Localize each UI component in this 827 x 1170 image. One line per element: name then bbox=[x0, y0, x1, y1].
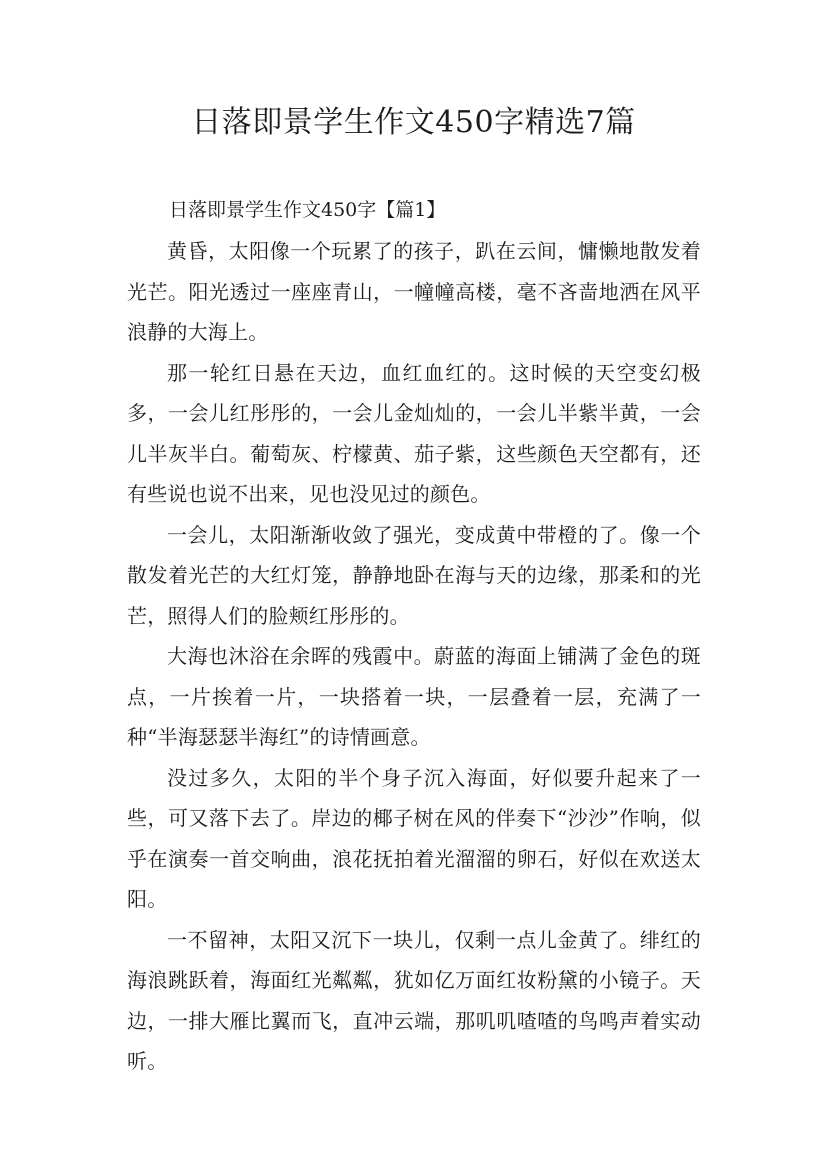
paragraph-4: 大海也沐浴在余晖的残霞中。蔚蓝的海面上铺满了金色的斑点，一片挨着一片，一块搭着一块，一层叠着一层，充满了一种“半海瑟瑟半海红”的诗情画意。 bbox=[127, 644, 701, 749]
paragraph-3: 一会儿，太阳渐渐收敛了强光，变成黄中带橙的了。像一个散发着光芒的大红灯笼，静静地卧在海与天的边缘，那柔和的光芒，照得人们的脸颊红彤彤的。 bbox=[127, 522, 701, 628]
paragraph-1: 黄昏，太阳像一个玩累了的孩子，趴在云间，慵懒地散发着光芒。阳光透过一座座青山，一幢幢高楼，毫不吝啬地洒在风平浪静的大海上。 bbox=[127, 239, 701, 344]
section-heading: 日落即景学生作文450字【篇1】 bbox=[169, 199, 446, 221]
document-title: 日落即景学生作文450字精选7篇 bbox=[191, 105, 636, 140]
document-body bbox=[127, 189, 701, 1082]
paragraph-6: 一不留神，太阳又沉下一块儿，仅剩一点儿金黄了。绯红的海浪跳跃着，海面红光粼粼，犹如亿万面红妆粉黛的小镜子。天边，一排大雁比翼而飞，直冲云端，那叽叽喳喳的鸟鸣声着实动听。 bbox=[127, 927, 701, 1073]
paragraph-2: 那一轮红日悬在天边，血红血红的。这时候的天空变幻极多，一会儿红彤彤的，一会儿金灿灿的，一会儿半紫半黄，一会儿半灰半白。葡萄灰、柠檬黄、茄子紫，这些颜色天空都有，还有些说也说不出来，见也没见过的颜色。 bbox=[127, 360, 701, 506]
paragraph-5: 没过多久，太阳的半个身子沉入海面，好似要升起来了一些，可又落下去了。岸边的椰子树在风的伴奏下“沙沙”作响，似乎在演奏一首交响曲，浪花抚拍着光溜溜的卵石，好似在欢送太阳。 bbox=[127, 765, 701, 911]
